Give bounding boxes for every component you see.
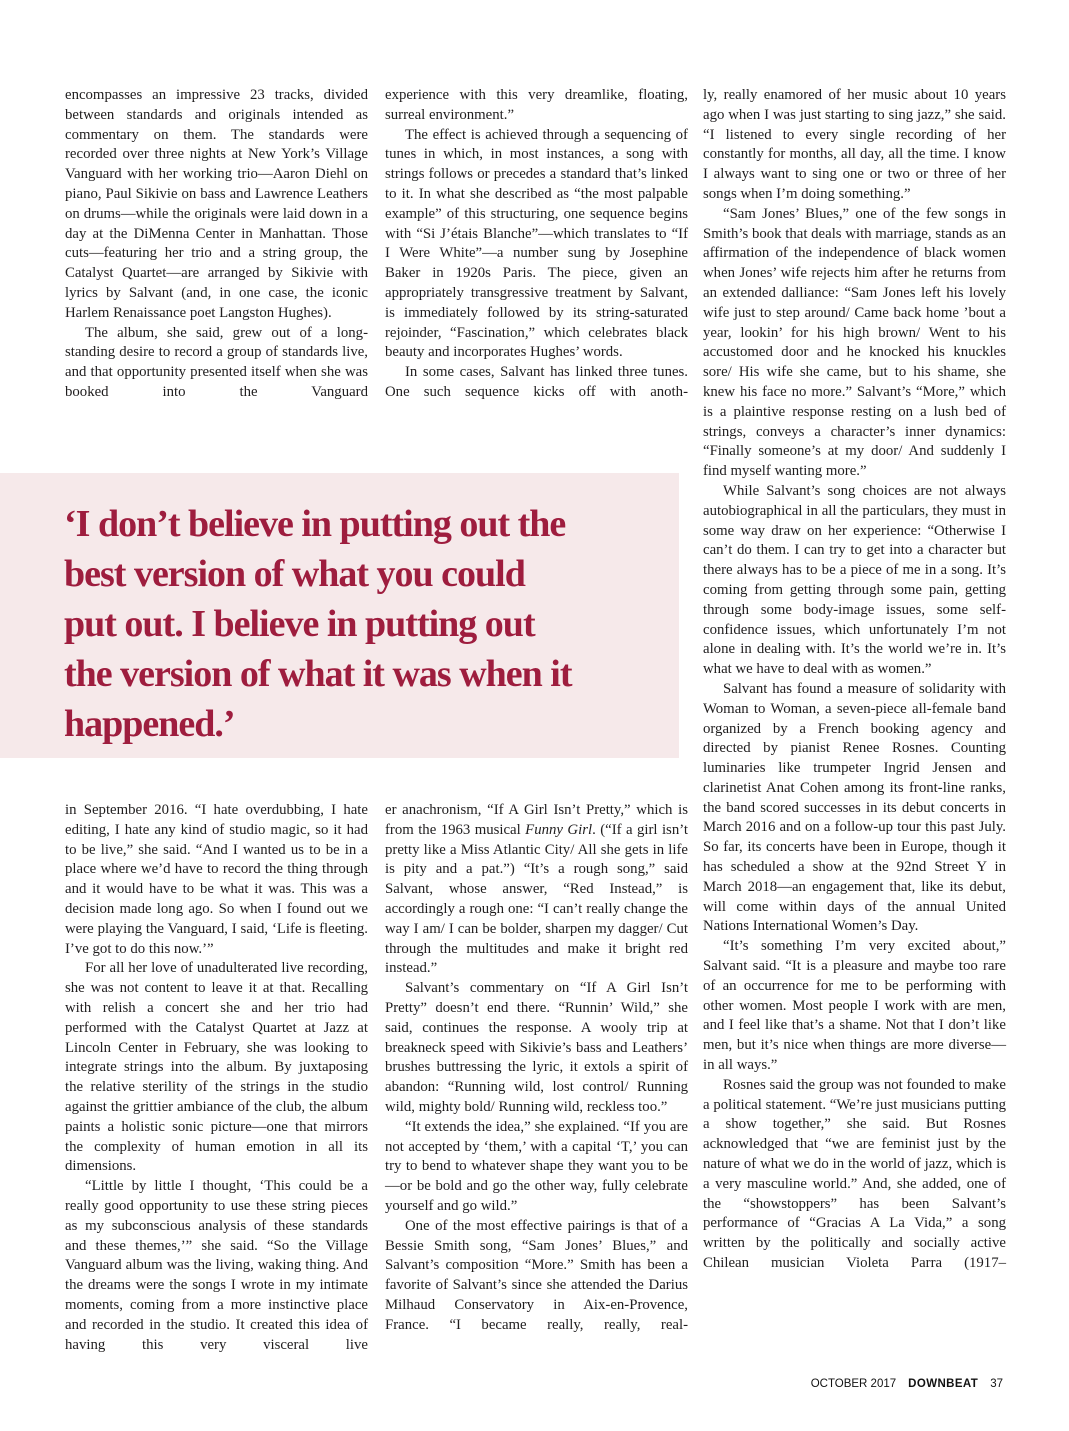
paragraph <box>385 801 688 979</box>
body-text: Salvant’s commentary on “If A Girl Isn’t Pretty” doesn’t end there. “Runnin’ Wild,” she said, continues the response. A wooly trip at breakneck speed with Sikivie’s bass and Leathers’ brushes buttressing the lyric, it extols a spirit of abandon: “Running wild, lost control/ Running wild, mighty bold/ Running wild, reckless too.” <box>385 980 688 1115</box>
paragraph <box>65 1177 368 1355</box>
body-text: The effect is achieved through a sequencing of tunes in which, in most instances, a song with strings follows or precedes a standard that’s linked to it. In what she described as “the most palpable example” of this structuring, one sequence begins with “Si J’étais Blanche”—which translates to “If I Were White”—a number sung by Josephine Baker in 1920s Paris. The piece, given an appropriately transgressive treatment by Salvant, is immediately followed by its string-saturated rejoinder, “Fascination,” which celebrates black beauty and incorporates Hughes’ words. <box>385 126 688 361</box>
pull-quote-block <box>0 473 679 758</box>
paragraph <box>703 86 1006 205</box>
paragraph <box>65 324 368 403</box>
body-text: Salvant has found a measure of solidarity with Woman to Woman, a seven-piece all-female band organized by a French booking agency and directed by pianist Renee Rosnes. Counting luminaries like trumpeter Ingrid Jensen and clarinetist Anat Cohen among its front-line ranks, the band scored successes in its debut concerts in March 2016 and on a follow-up tour this past July. So far, its concerts have been in Europe, though it has scheduled a show at the 92nd Street Y in March 2018—an engagement that, like its debut, will come within days of the annual United Nations International Women’s Day. <box>703 680 1006 935</box>
paragraph <box>385 1118 688 1217</box>
paragraph <box>65 86 368 324</box>
paragraph <box>703 482 1006 680</box>
paragraph <box>385 979 688 1118</box>
body-text: er anachronism, “If A Girl Isn’t Pretty,” which is from the 1963 musical <box>385 802 688 838</box>
footer-issue-date: OCTOBER 2017 <box>810 1378 897 1390</box>
body-text: “Little by little I thought, ‘This could be a really good opportunity to use these string pieces as my subconscious analysis of these standards and these themes,’” she said. “So the Village Vanguard album was the living, waking thing. And the dreams were the songs I wrote in my intimate moments, coming from a more instinctive place and recorded in the studio. It created this idea of having this very visceral live <box>65 1178 368 1353</box>
paragraph <box>703 937 1006 1076</box>
body-text: For all her love of unadulterated live recording, she was not content to leave it at that. Recalling with relish a concert she and her trio had performed with the Catalyst Quartet at Jazz at Lincoln Center in February, she was looking to integrate strings into the album. By juxtaposing the relative sterility of the strings in the studio against the grittier ambiance of the club, the album paints a holistic sonic picture—one that mirrors the complexity of human emotion in all its dimensions. <box>65 960 368 1175</box>
body-text: In some cases, Salvant has linked three tunes. One such sequence kicks off with anoth- <box>385 364 688 400</box>
article-column-1-top <box>65 86 368 403</box>
pull-quote-line: happened.’ <box>64 703 235 745</box>
pull-quote-line: the version of what it was when it <box>64 653 572 695</box>
body-text: encompasses an impressive 23 tracks, divided between standards and originals intended as commentary on them. The standards were recorded over three nights at New York’s Village Vanguard with her working trio—Aaron Diehl on piano, Paul Sikivie on bass and Lawrence Leathers on drums—while the originals were laid down in a day at the DiMenna Center in Manhattan. Those cuts—featuring her trio and a string group, the Catalyst Quartet—are arranged by Sikivie with lyrics by Salvant (and, in one case, the iconic Harlem Renaissance poet Langston Hughes). <box>65 87 368 321</box>
footer-page-number: 37 <box>990 1378 1003 1390</box>
article-column-3 <box>703 86 1006 1274</box>
body-text: in September 2016. “I hate overdubbing, I hate editing, I hate any kind of studio magic, so it had to be live,” she said. “And I wanted us to be in a place where we’d have to record the thing through and it would have to be what it was. This was a decision made long ago. So when I found out we were playing the Vanguard, I said, ‘Life is fleeting. I’ve got to do this now.’” <box>65 802 368 957</box>
paragraph <box>385 1217 688 1336</box>
paragraph <box>385 363 688 403</box>
pull-quote-text <box>64 499 655 749</box>
paragraph <box>65 801 368 959</box>
body-text: “It’s something I’m very excited about,” Salvant said. “It is a pleasure and maybe too rare of an occurrence for me to be performing with other women. Most people I work with are men, and I feel like that’s a shame. Not that I don’t like men, but it’s nice when things are more diverse—in all ways.” <box>703 938 1006 1074</box>
page-footer <box>811 1378 1003 1390</box>
article-column-2-top <box>385 86 688 403</box>
pull-quote-line: put out. I believe in putting out <box>64 603 535 645</box>
body-text: “Sam Jones’ Blues,” one of the few songs in Smith’s book that deals with marriage, stands as an affirmation of the independence of black women when Jones’ wife rejects him after he returns from an extended dalliance: “Sam Jones left his lovely wife just to step around/ Came back home ’bout a year, lookin’ for his high brown/ Went to his accustomed door and he knocked his knuckles sore/ His wife she came, but to his shame, she knew his face no more.” Salvant’s “More,” which is a plaintive response resting on a lush bed of strings, conveys a character’s inner dynamics: “Finally someone’s at my door/ And suddenly I find myself wanting more.” <box>703 205 1006 480</box>
footer-magazine-name: DOWNBEAT <box>908 1378 979 1390</box>
paragraph <box>65 959 368 1177</box>
body-text: . (“If a girl isn’t pretty like a Miss Atlantic City/ All she gets in life is pity and a pat.”) “It’s a rough song,” said Salvant, whose answer, “Red Instead,” is accordingly a rough one: “I can’t really change the way I am/ I can be bolder, sharpen my dagger/ Cut through the multitudes and make it bright red instead.” <box>385 821 688 977</box>
body-text: “It extends the idea,” she explained. “If you are not accepted by ‘them,’ with a capital ‘T,’ you can try to bend to whatever shape they want you to be—or be bold and go the other way, fully celebrate yourself and go wild.” <box>385 1118 688 1214</box>
paragraph <box>385 126 688 364</box>
paragraph <box>385 86 688 126</box>
body-text: While Salvant’s song choices are not always autobiographical in all the particulars, they must in some way draw on her experience: “Otherwise I can’t do them. I can try to get into a character but there always has to be a piece of me in a song. It’s coming from getting through some pain, getting through some body-image issues, some self-confidence issues, which unfortunately I’m not alone in dealing with. It’s the world we’re in. It’s what we have to deal with as women.” <box>703 482 1006 678</box>
body-text: ly, really enamored of her music about 10 years ago when I was just starting to sing jazz,” she said. “I listened to every single recording of her constantly for months, all day, all the time. I know I always want to sing one or two or three of her songs when I’m doing something.” <box>703 87 1006 202</box>
body-text: The album, she said, grew out of a long-standing desire to record a group of standards live, and that opportunity presented itself when she was booked into the Vanguard <box>65 324 368 400</box>
pull-quote-line: ‘I don’t believe in putting out the <box>64 503 566 545</box>
body-text: One of the most effective pairings is that of a Bessie Smith song, “Sam Jones’ Blues,” and Salvant’s composition “More.” Smith has been a favorite of Salvant’s since she attended the Darius Milhaud Conservatory in Aix-en-Provence, France. “I became really, really, real- <box>385 1217 688 1333</box>
body-text: experience with this very dreamlike, floating, surreal environment.” <box>385 87 688 123</box>
paragraph <box>703 680 1006 937</box>
italic-text: Funny Girl <box>525 821 593 838</box>
paragraph <box>703 1076 1006 1274</box>
body-text: Rosnes said the group was not founded to make a political statement. “We’re just musicians putting a show together,” she said. But Rosnes acknowledged that “we are feminist just by the nature of what we do in the world of jazz, which is a very masculine world.” And, she added, one of the “showstoppers” has been Salvant’s performance of “Gracias A La Vida,” a song written by the politically and socially active Chilean musician Violeta Parra (1917– <box>703 1076 1006 1272</box>
article-column-1-bottom <box>65 801 368 1355</box>
pull-quote-line: best version of what you could <box>64 553 525 595</box>
article-column-2-bottom <box>385 801 688 1336</box>
paragraph <box>703 205 1006 482</box>
